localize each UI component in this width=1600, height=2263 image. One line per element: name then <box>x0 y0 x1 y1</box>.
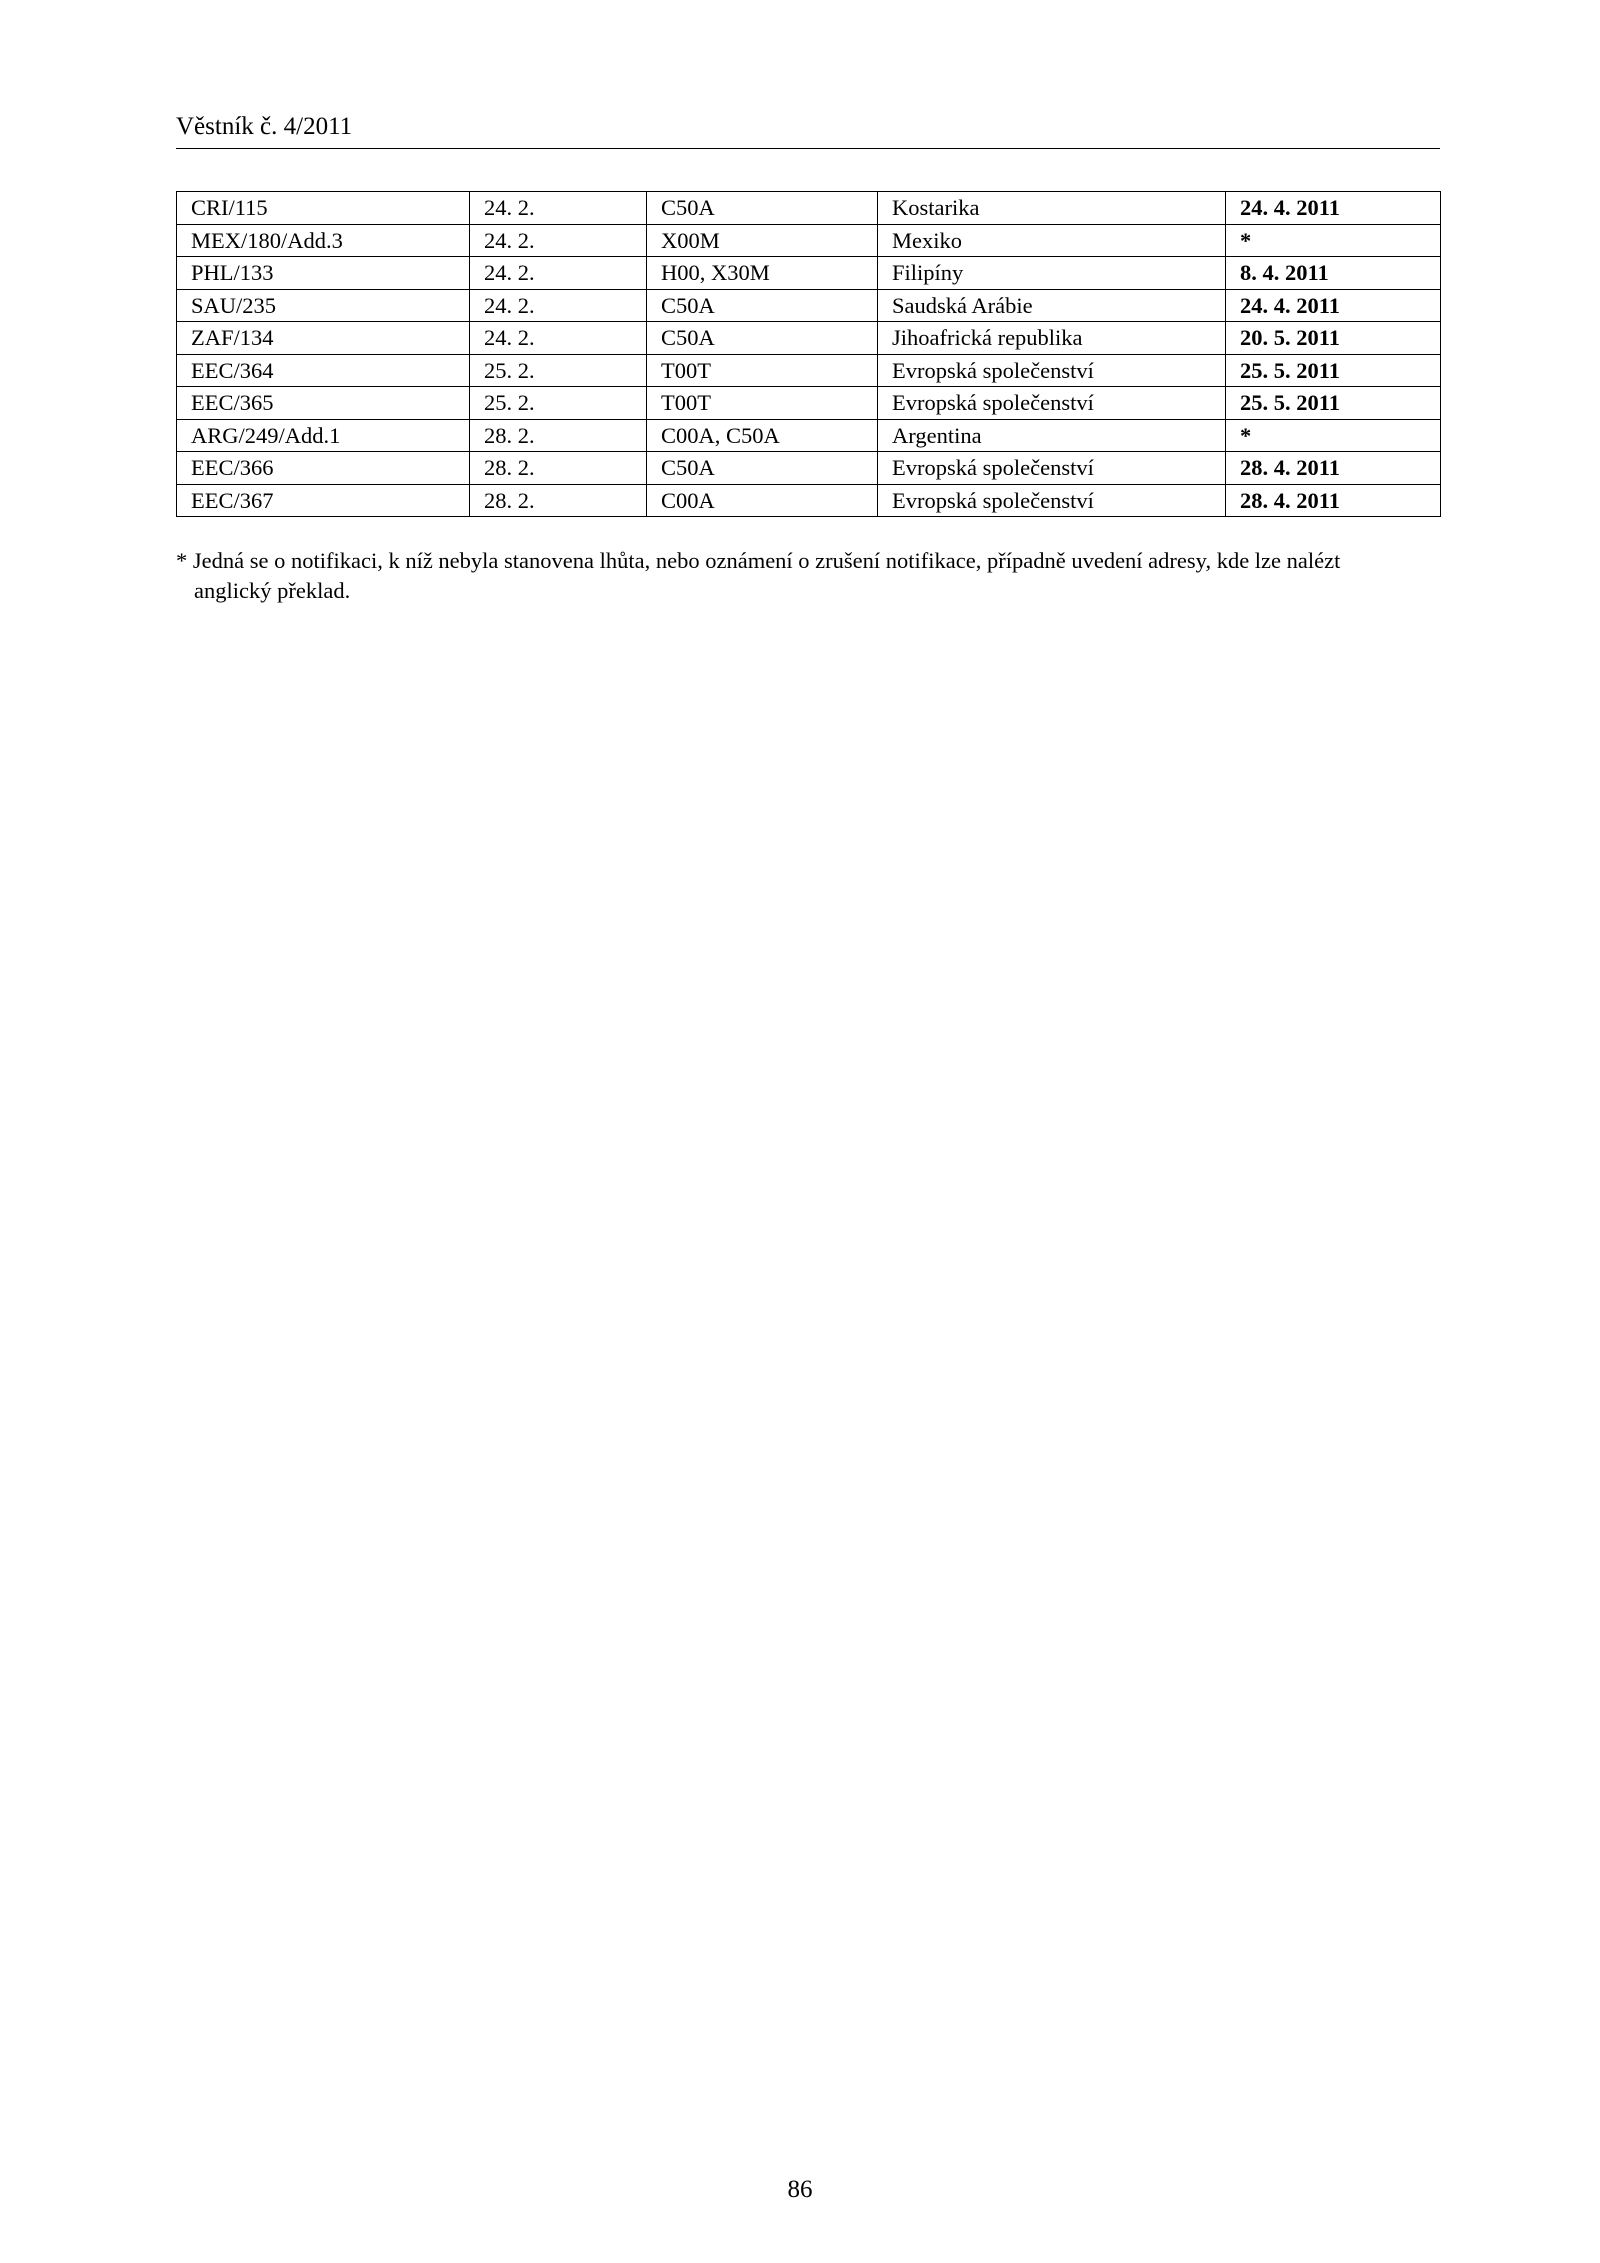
notification-category-cell: C50A <box>647 322 878 355</box>
notification-country-cell: Kostarika <box>878 192 1226 225</box>
notification-category-cell: C00A <box>647 484 878 517</box>
notification-deadline-cell: 24. 4. 2011 <box>1226 192 1441 225</box>
notification-country-cell: Mexiko <box>878 224 1226 257</box>
notification-code-cell: ARG/249/Add.1 <box>177 419 470 452</box>
table-row <box>177 257 1441 290</box>
notification-date-cell: 25. 2. <box>470 387 647 420</box>
page-header <box>176 112 1440 149</box>
footnote-line-2: anglický překlad. <box>194 578 351 603</box>
notification-deadline-cell: 28. 4. 2011 <box>1226 452 1441 485</box>
notification-deadline-cell: 28. 4. 2011 <box>1226 484 1441 517</box>
notification-code-cell: EEC/365 <box>177 387 470 420</box>
table-row <box>177 452 1441 485</box>
table-row <box>177 354 1441 387</box>
notification-country-cell: Jihoafrická republika <box>878 322 1226 355</box>
notification-date-cell: 28. 2. <box>470 419 647 452</box>
notification-code-cell: PHL/133 <box>177 257 470 290</box>
notification-code-cell: CRI/115 <box>177 192 470 225</box>
footnote <box>176 546 1446 606</box>
notification-category-cell: X00M <box>647 224 878 257</box>
notification-code-cell: EEC/366 <box>177 452 470 485</box>
table-row <box>177 387 1441 420</box>
notification-deadline-cell: 24. 4. 2011 <box>1226 289 1441 322</box>
notification-category-cell: C50A <box>647 289 878 322</box>
notification-category-cell: T00T <box>647 387 878 420</box>
notification-code-cell: MEX/180/Add.3 <box>177 224 470 257</box>
notification-deadline-cell: 25. 5. 2011 <box>1226 354 1441 387</box>
notification-date-cell: 24. 2. <box>470 257 647 290</box>
notification-date-cell: 25. 2. <box>470 354 647 387</box>
table-row <box>177 289 1441 322</box>
notification-deadline-cell: 25. 5. 2011 <box>1226 387 1441 420</box>
notification-code-cell: ZAF/134 <box>177 322 470 355</box>
notification-table <box>176 191 1441 517</box>
notification-category-cell: C50A <box>647 192 878 225</box>
notification-category-cell: C50A <box>647 452 878 485</box>
notification-country-cell: Saudská Arábie <box>878 289 1226 322</box>
notification-date-cell: 24. 2. <box>470 192 647 225</box>
notification-country-cell: Evropská společenství <box>878 387 1226 420</box>
notification-deadline-cell: * <box>1226 224 1441 257</box>
notification-code-cell: EEC/364 <box>177 354 470 387</box>
table-row <box>177 484 1441 517</box>
notification-date-cell: 28. 2. <box>470 484 647 517</box>
footnote-line-1: * Jedná se o notifikaci, k níž nebyla stanovena lhůta, nebo oznámení o zrušení notifikace, případně uvedení adresy, kde lze nalézt <box>176 548 1341 573</box>
page-number: 86 <box>787 2176 813 2203</box>
notification-category-cell: C00A, C50A <box>647 419 878 452</box>
notification-country-cell: Argentina <box>878 419 1226 452</box>
notification-country-cell: Evropská společenství <box>878 354 1226 387</box>
notification-code-cell: SAU/235 <box>177 289 470 322</box>
table-row <box>177 192 1441 225</box>
notification-category-cell: H00, X30M <box>647 257 878 290</box>
notification-category-cell: T00T <box>647 354 878 387</box>
notification-deadline-cell: * <box>1226 419 1441 452</box>
notification-table-body <box>177 192 1441 517</box>
notification-deadline-cell: 8. 4. 2011 <box>1226 257 1441 290</box>
table-row <box>177 322 1441 355</box>
table-row <box>177 224 1441 257</box>
notification-date-cell: 24. 2. <box>470 224 647 257</box>
notification-date-cell: 24. 2. <box>470 322 647 355</box>
notification-date-cell: 28. 2. <box>470 452 647 485</box>
notification-code-cell: EEC/367 <box>177 484 470 517</box>
notification-deadline-cell: 20. 5. 2011 <box>1226 322 1441 355</box>
notification-country-cell: Filipíny <box>878 257 1226 290</box>
bulletin-title: Věstník č. 4/2011 <box>176 113 353 140</box>
table-row <box>177 419 1441 452</box>
notification-date-cell: 24. 2. <box>470 289 647 322</box>
notification-country-cell: Evropská společenství <box>878 452 1226 485</box>
notification-country-cell: Evropská společenství <box>878 484 1226 517</box>
